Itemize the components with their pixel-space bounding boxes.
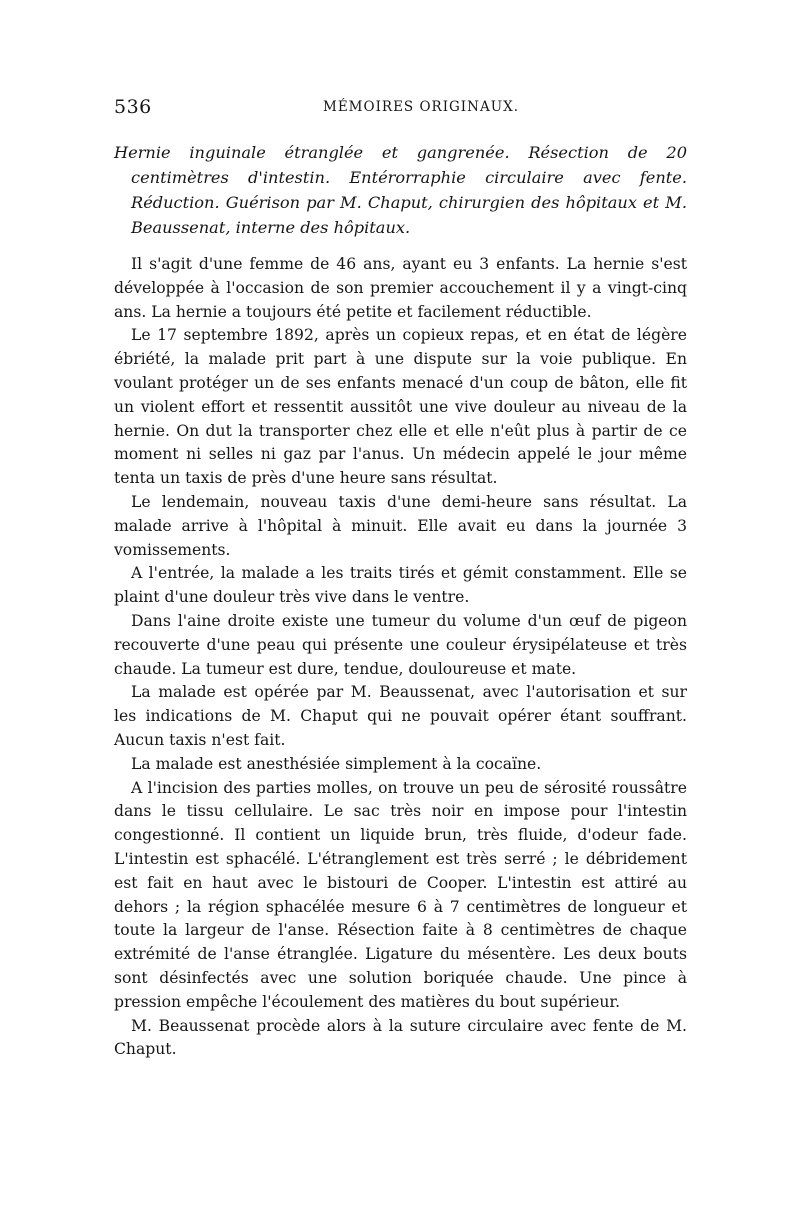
paragraph: Le 17 septembre 1892, après un copieux repas, et en état de légère ébriété, la malade prit part à une dispute sur la voie publique. En voulant protéger un de ses enfants menacé d'un coup de bâton, elle fit un violent effort et ressentit aussitôt une vive douleur au niveau de la hernie. On dut la transporter chez elle et elle n'eût plus à partir de ce moment ni selles ni gaz par l'anus. Un médecin appelé le jour même tenta un taxis de près d'une heure sans résultat. [114,326,687,488]
running-head [114,96,688,120]
page-number: 536 [114,96,152,118]
paragraph: A l'incision des parties molles, on trouve un peu de sérosité roussâtre dans le tissu cellulaire. Le sac très noir en impose pour l'intestin congestionné. Il contient un liquide brun, très fluide, d'odeur fade. L'intestin est sphacélé. L'étranglement est très serré ; le débridement est fait en haut avec le bistouri de Cooper. L'intestin est attiré au dehors ; la région sphacélée mesure 6 à 7 centimètres de longueur et toute la largeur de l'anse. Résection faite à 8 centimètres de chaque extrémité de l'anse étranglée. Ligature du mésentère. Les deux bouts sont désinfectés avec une solution boriquée chaude. Une pince à pression empêche l'écoulement des matières du bout supérieur. [114,778,687,1011]
paragraph: A l'entrée, la malade a les traits tirés et gémit constamment. Elle se plaint d'une douleur très vive dans le ventre. [114,564,687,607]
paragraph: La malade est opérée par M. Beaussenat, avec l'autorisation et sur les indications de M. Chaput qui ne pouvait opérer étant souffrant. Aucun taxis n'est fait. [114,683,687,749]
paragraph: Il s'agit d'une femme de 46 ans, ayant eu 3 enfants. La hernie s'est développée à l'occasion de son premier accouchement il y a vingt-cinq ans. La hernie a toujours été petite et facilement réductible. [114,255,687,321]
paragraph: La malade est anesthésiée simplement à la cocaïne. [131,754,542,773]
article-title: Hernie inguinale étranglée et gangrenée. Résection de 20 centimètres d'intestin. Entérorraphie circulaire avec fente. Réduction. Guérison par M. Chaput, chirurgien des hôpitaux et M. Beaussenat, interne des hôpitaux. [114,143,687,237]
paragraph: M. Beaussenat procède alors à la suture circulaire avec fente de M. Chaput. [114,1016,687,1059]
article-body [114,140,687,1062]
journal-title: MÉMOIRES ORIGINAUX. [323,99,519,115]
paragraph: Le lendemain, nouveau taxis d'une demi-heure sans résultat. La malade arrive à l'hôpital à minuit. Elle avait eu dans la journée 3 vomissements. [114,492,687,559]
paragraph: Dans l'aine droite existe une tumeur du volume d'un œuf de pigeon recouverte d'une peau qui présente une couleur érysipélateuse et très chaude. La tumeur est dure, tendue, douloureuse et mate. [114,611,687,678]
